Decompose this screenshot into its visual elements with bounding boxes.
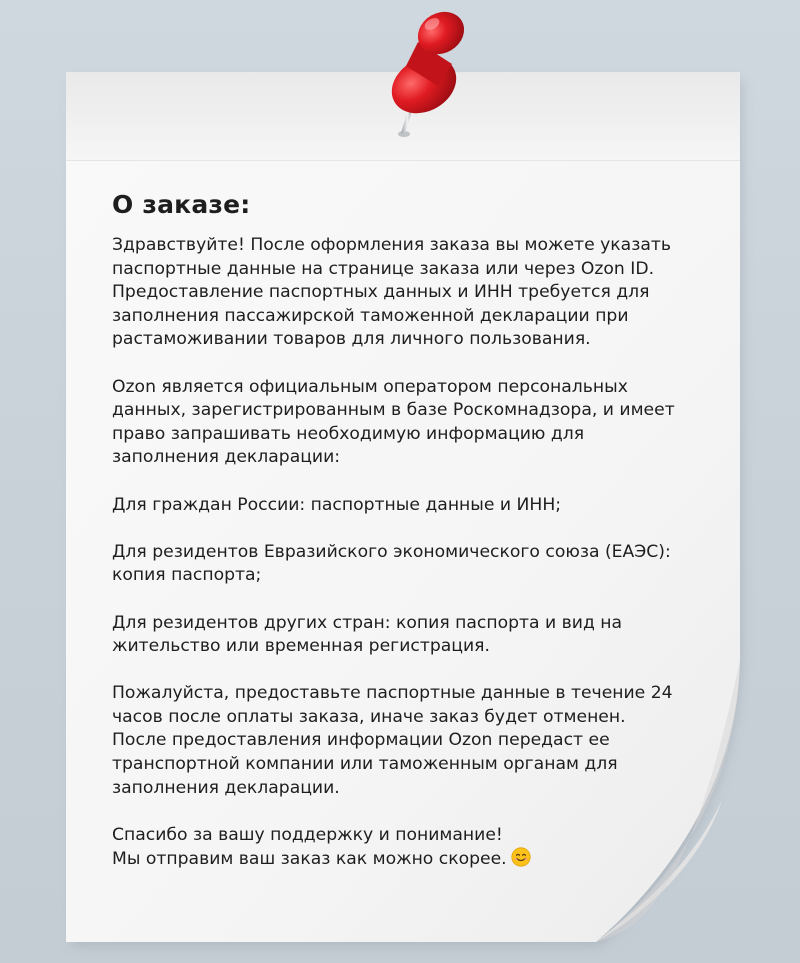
note-paragraph-5: Для резидентов других стран: копия паспорта и вид на жительство или временная регистрация. bbox=[112, 612, 623, 657]
note-paragraph-3: Для граждан России: паспортные данные и ИНН; bbox=[112, 494, 562, 515]
smiling-face-icon bbox=[511, 847, 531, 867]
note-closing-text: Спасибо за вашу поддержку и понимание! Мы отправим ваш заказ как можно скорее. bbox=[112, 824, 507, 870]
note-paragraph-2: Ozon является официальным оператором персональных данных, зарегистрированным в базе Роскомнадзора, и имеет право запрашивать необходимую информацию для заполнения декларации: bbox=[112, 376, 675, 468]
note-paragraph-7 bbox=[112, 824, 732, 872]
note-paragraph-1: Здравствуйте! После оформления заказа вы можете указать паспортные данные на странице заказа или через Ozon ID. Предоставление паспортных данных и ИНН требуется для заполнения пассажирской таможенной декларации при растаможивании товаров для личного пользования. bbox=[112, 235, 672, 350]
note-paragraph-6: Пожалуйста, предоставьте паспортные данные в течение 24 часов после оплаты заказа, иначе заказ будет отменен. После предоставления информации Ozon передаст ее транспортной компании или таможенным органам для заполнения декларации. bbox=[112, 683, 673, 798]
note-paragraph-4: Для резидентов Евразийского экономического союза (ЕАЭС): копия паспорта; bbox=[112, 541, 671, 586]
note-title: О заказе: bbox=[112, 190, 251, 219]
order-info-text bbox=[112, 190, 732, 872]
